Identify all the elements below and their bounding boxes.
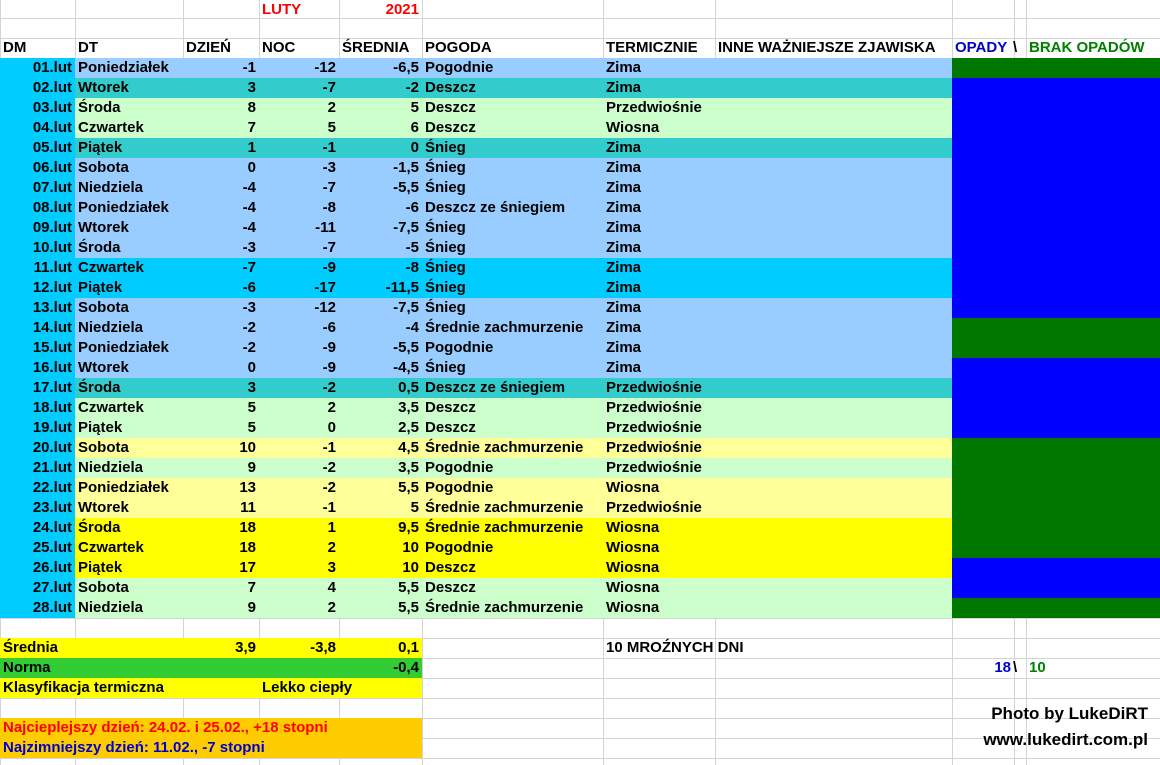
thermal-season: Wiosna <box>606 539 660 556</box>
grid-line-horizontal <box>0 18 1160 19</box>
weather: Deszcz <box>425 99 476 116</box>
avg-temp: 6 <box>410 119 419 136</box>
avg-temp: 5,5 <box>398 479 419 496</box>
day-name: Sobota <box>78 439 129 456</box>
night-temp: -12 <box>314 59 336 76</box>
day-temp: 17 <box>239 559 256 576</box>
night-temp: -9 <box>322 339 336 356</box>
precipitation-marker <box>952 198 1160 218</box>
night-temp: -7 <box>322 79 336 96</box>
precipitation-marker <box>952 118 1160 138</box>
day-temp: -2 <box>242 319 256 336</box>
avg-temp: 0,5 <box>398 379 419 396</box>
precipitation-marker <box>952 578 1160 598</box>
avg-temp: 10 <box>402 539 419 556</box>
night-temp: 0 <box>327 419 336 436</box>
avg-temp: 0 <box>410 139 419 156</box>
day-name: Niedziela <box>78 319 144 336</box>
day-date: 15.lut <box>32 339 72 356</box>
weather: Deszcz <box>425 579 476 596</box>
weather: Śnieg <box>425 239 466 256</box>
day-temp: 9 <box>247 459 256 476</box>
day-temp: 18 <box>239 519 256 536</box>
no-precipitation-marker <box>952 478 1160 498</box>
thermal-season: Przedwiośnie <box>606 99 702 116</box>
avg-mean-value: 0,1 <box>398 639 419 656</box>
day-temp: 0 <box>247 159 256 176</box>
header-day: DZIEŃ <box>186 39 231 56</box>
day-date: 13.lut <box>32 299 72 316</box>
night-temp: -6 <box>322 319 336 336</box>
day-name: Niedziela <box>78 459 144 476</box>
no-precipitation-marker <box>952 438 1160 458</box>
day-temp: 3 <box>247 379 256 396</box>
weather: Deszcz <box>425 419 476 436</box>
day-temp: 0 <box>247 359 256 376</box>
night-temp: 2 <box>327 599 336 616</box>
avg-temp: -11,5 <box>385 279 419 296</box>
thermal-season: Przedwiośnie <box>606 499 702 516</box>
night-temp: -7 <box>322 239 336 256</box>
thermal-season: Zima <box>606 339 642 356</box>
day-date: 01.lut <box>32 59 72 76</box>
thermal-season: Wiosna <box>606 599 660 616</box>
precipitation-marker <box>952 258 1160 278</box>
day-date: 27.lut <box>32 579 72 596</box>
avg-temp: -1,5 <box>393 159 419 176</box>
thermal-season: Zima <box>606 359 642 376</box>
header-precip: OPADY <box>955 39 1008 56</box>
day-name: Czwartek <box>78 259 144 276</box>
day-temp: 13 <box>239 479 256 496</box>
no-precipitation-marker <box>952 518 1160 538</box>
avg-temp: 4,5 <box>398 439 419 456</box>
day-date: 12.lut <box>32 279 72 296</box>
thermal-season: Zima <box>606 299 642 316</box>
precipitation-marker <box>952 78 1160 98</box>
weather: Pogodnie <box>425 59 494 76</box>
grid-line-horizontal <box>0 758 1160 759</box>
norm-value: -0,4 <box>393 659 419 676</box>
day-name: Sobota <box>78 299 129 316</box>
day-date: 22.lut <box>32 479 72 496</box>
warmest-day: Najcieplejszy dzień: 24.02. i 25.02., +18 stopni <box>3 719 328 736</box>
day-temp: 5 <box>247 399 256 416</box>
avg-temp: 3,5 <box>398 459 419 476</box>
day-date: 02.lut <box>32 79 72 96</box>
header-separator: \ <box>1013 39 1018 56</box>
precipitation-marker <box>952 378 1160 398</box>
no-precipitation-marker <box>952 58 1160 78</box>
day-temp: 18 <box>239 539 256 556</box>
day-name: Środa <box>78 239 121 256</box>
day-name: Czwartek <box>78 399 144 416</box>
header-dt: DT <box>78 39 98 56</box>
avg-day-value: 3,9 <box>235 639 256 656</box>
precipitation-marker <box>952 238 1160 258</box>
day-name: Wtorek <box>78 359 129 376</box>
avg-temp: -2 <box>405 79 419 96</box>
night-temp: -1 <box>322 139 336 156</box>
grid-line-horizontal <box>0 618 1160 619</box>
day-name: Poniedziałek <box>78 339 169 356</box>
header-thermal: TERMICZNIE <box>606 39 698 56</box>
night-temp: 1 <box>327 519 336 536</box>
avg-temp: 5 <box>410 499 419 516</box>
no-precipitation-marker <box>952 598 1160 618</box>
night-temp: -7 <box>322 179 336 196</box>
avg-temp: 5,5 <box>398 599 419 616</box>
thermal-season: Zima <box>606 279 642 296</box>
precipitation-marker <box>952 298 1160 318</box>
weather: Średnie zachmurzenie <box>425 439 584 456</box>
night-temp: -1 <box>322 499 336 516</box>
night-temp: -3 <box>322 159 336 176</box>
no-precipitation-marker <box>952 538 1160 558</box>
night-temp: -1 <box>322 439 336 456</box>
weather: Śnieg <box>425 219 466 236</box>
day-date: 25.lut <box>32 539 72 556</box>
no-precipitation-marker <box>952 318 1160 338</box>
avg-temp: -6,5 <box>393 59 419 76</box>
rain-days-count: 18 <box>994 659 1011 676</box>
coldest-day: Najzimniejszy dzień: 11.02., -7 stopni <box>3 739 265 756</box>
day-name: Wtorek <box>78 79 129 96</box>
avg-temp: 5,5 <box>398 579 419 596</box>
frost-days-label: 10 MROŹNYCH DNI <box>606 639 744 656</box>
no-precipitation-marker <box>952 338 1160 358</box>
count-separator: \ <box>1013 659 1018 676</box>
night-temp: 2 <box>327 399 336 416</box>
night-temp: -8 <box>322 199 336 216</box>
day-date: 18.lut <box>32 399 72 416</box>
day-date: 23.lut <box>32 499 72 516</box>
day-date: 06.lut <box>32 159 72 176</box>
avg-temp: -7,5 <box>393 219 419 236</box>
day-date: 08.lut <box>32 199 72 216</box>
day-temp: 11 <box>240 499 256 516</box>
day-date: 07.lut <box>32 179 72 196</box>
day-temp: 10 <box>239 439 256 456</box>
precipitation-marker <box>952 398 1160 418</box>
precipitation-marker <box>952 218 1160 238</box>
precipitation-marker <box>952 558 1160 578</box>
weather: Deszcz ze śniegiem <box>425 199 566 216</box>
avg-temp: -7,5 <box>393 299 419 316</box>
precipitation-marker <box>952 278 1160 298</box>
night-temp: -9 <box>322 359 336 376</box>
day-name: Piątek <box>78 559 123 576</box>
day-temp: -4 <box>242 199 256 216</box>
day-date: 28.lut <box>32 599 72 616</box>
day-date: 21.lut <box>32 459 72 476</box>
avg-temp: 2,5 <box>398 419 419 436</box>
night-temp: 3 <box>327 559 336 576</box>
day-date: 14.lut <box>32 319 72 336</box>
header-no-precip: BRAK OPADÓW <box>1029 39 1145 56</box>
weather: Śnieg <box>425 359 466 376</box>
weather: Deszcz <box>425 119 476 136</box>
night-temp: 2 <box>327 99 336 116</box>
night-temp: 5 <box>327 119 336 136</box>
dry-days-count: 10 <box>1029 659 1046 676</box>
precipitation-marker <box>952 418 1160 438</box>
avg-temp: -5,5 <box>393 179 419 196</box>
photo-credit: Photo by LukeDiRT <box>991 704 1148 723</box>
day-temp: -4 <box>242 179 256 196</box>
class-label: Klasyfikacja termiczna <box>3 679 164 696</box>
class-value: Lekko ciepły <box>262 679 353 696</box>
day-name: Piątek <box>78 139 123 156</box>
day-temp: 7 <box>247 579 256 596</box>
night-temp: -2 <box>322 479 336 496</box>
day-name: Poniedziałek <box>78 59 169 76</box>
thermal-season: Wiosna <box>606 479 660 496</box>
day-name: Środa <box>78 379 121 396</box>
day-name: Piątek <box>78 279 123 296</box>
avg-temp: 9,5 <box>398 519 419 536</box>
avg-temp: -4,5 <box>393 359 419 376</box>
day-name: Niedziela <box>78 599 144 616</box>
avg-temp: -6 <box>405 199 419 216</box>
day-name: Poniedziałek <box>78 199 169 216</box>
year-title: 2021 <box>385 1 419 18</box>
website-credit: www.lukedirt.com.pl <box>983 730 1148 749</box>
precipitation-marker <box>952 138 1160 158</box>
thermal-season: Zima <box>606 319 642 336</box>
avg-temp: -5 <box>405 239 419 256</box>
header-night: NOC <box>262 39 296 56</box>
day-name: Środa <box>78 519 121 536</box>
weather: Średnie zachmurzenie <box>425 319 584 336</box>
weather: Deszcz <box>425 559 476 576</box>
day-temp: 7 <box>247 119 256 136</box>
norm-label: Norma <box>3 659 51 676</box>
thermal-season: Zima <box>606 79 642 96</box>
weather: Pogodnie <box>425 539 494 556</box>
day-temp: -3 <box>242 299 256 316</box>
day-date: 04.lut <box>32 119 72 136</box>
day-date: 09.lut <box>32 219 72 236</box>
no-precipitation-marker <box>952 458 1160 478</box>
grid-line-horizontal <box>0 698 1160 699</box>
avg-night-value: -3,8 <box>310 639 336 656</box>
thermal-season: Przedwiośnie <box>606 439 702 456</box>
day-temp: -6 <box>242 279 256 296</box>
weather: Pogodnie <box>425 459 494 476</box>
header-dm: DM <box>3 39 27 56</box>
thermal-season: Przedwiośnie <box>606 379 702 396</box>
thermal-season: Wiosna <box>606 579 660 596</box>
weather: Deszcz <box>425 79 476 96</box>
precipitation-marker <box>952 358 1160 378</box>
thermal-season: Przedwiośnie <box>606 399 702 416</box>
avg-temp: 5 <box>410 99 419 116</box>
thermal-season: Wiosna <box>606 559 660 576</box>
night-temp: -17 <box>314 279 336 296</box>
precipitation-marker <box>952 158 1160 178</box>
weather: Śnieg <box>425 299 466 316</box>
weather: Deszcz ze śniegiem <box>425 379 566 396</box>
day-name: Niedziela <box>78 179 144 196</box>
thermal-season: Zima <box>606 239 642 256</box>
night-temp: -2 <box>322 459 336 476</box>
day-name: Sobota <box>78 579 129 596</box>
day-temp: 5 <box>247 419 256 436</box>
day-name: Wtorek <box>78 499 129 516</box>
day-date: 20.lut <box>32 439 72 456</box>
thermal-season: Zima <box>606 159 642 176</box>
weather: Pogodnie <box>425 339 494 356</box>
day-name: Poniedziałek <box>78 479 169 496</box>
day-date: 10.lut <box>32 239 72 256</box>
day-name: Piątek <box>78 419 123 436</box>
day-name: Sobota <box>78 159 129 176</box>
no-precipitation-marker <box>952 498 1160 518</box>
precipitation-marker <box>952 98 1160 118</box>
thermal-season: Przedwiośnie <box>606 419 702 436</box>
precipitation-marker <box>952 178 1160 198</box>
avg-temp: -5,5 <box>393 339 419 356</box>
weather: Śnieg <box>425 279 466 296</box>
night-temp: -11 <box>315 219 336 236</box>
day-date: 11.lut <box>33 259 72 276</box>
night-temp: -9 <box>322 259 336 276</box>
day-temp: 1 <box>247 139 256 156</box>
thermal-season: Zima <box>606 59 642 76</box>
day-temp: 8 <box>247 99 256 116</box>
day-date: 26.lut <box>32 559 72 576</box>
thermal-season: Zima <box>606 219 642 236</box>
day-name: Środa <box>78 99 121 116</box>
day-date: 03.lut <box>32 99 72 116</box>
weather: Śnieg <box>425 179 466 196</box>
thermal-season: Wiosna <box>606 119 660 136</box>
night-temp: 2 <box>327 539 336 556</box>
thermal-season: Przedwiośnie <box>606 459 702 476</box>
day-temp: 9 <box>247 599 256 616</box>
weather: Pogodnie <box>425 479 494 496</box>
avg-temp: -8 <box>405 259 419 276</box>
night-temp: 4 <box>327 579 336 596</box>
weather: Średnie zachmurzenie <box>425 599 584 616</box>
day-temp: -1 <box>242 59 256 76</box>
day-name: Czwartek <box>78 119 144 136</box>
day-temp: -2 <box>242 339 256 356</box>
thermal-season: Zima <box>606 259 642 276</box>
weather: Deszcz <box>425 399 476 416</box>
night-temp: -12 <box>314 299 336 316</box>
day-date: 05.lut <box>32 139 72 156</box>
day-date: 24.lut <box>32 519 72 536</box>
day-date: 19.lut <box>32 419 72 436</box>
weather: Średnie zachmurzenie <box>425 499 584 516</box>
month-title: LUTY <box>262 1 302 18</box>
thermal-season: Zima <box>606 199 642 216</box>
header-avg: ŚREDNIA <box>342 39 410 56</box>
day-date: 17.lut <box>32 379 72 396</box>
day-temp: -4 <box>242 219 256 236</box>
day-temp: -7 <box>242 259 256 276</box>
avg-temp: -4 <box>405 319 419 336</box>
weather: Śnieg <box>425 259 466 276</box>
avg-temp: 3,5 <box>398 399 419 416</box>
weather: Średnie zachmurzenie <box>425 519 584 536</box>
header-phenomena: INNE WAŻNIEJSZE ZJAWISKA <box>718 39 936 56</box>
day-temp: 3 <box>247 79 256 96</box>
day-temp: -3 <box>242 239 256 256</box>
thermal-season: Wiosna <box>606 519 660 536</box>
avg-temp: 10 <box>402 559 419 576</box>
thermal-season: Zima <box>606 139 642 156</box>
day-name: Wtorek <box>78 219 129 236</box>
avg-label: Średnia <box>3 639 59 656</box>
weather: Śnieg <box>425 139 466 156</box>
header-weather: POGODA <box>425 39 492 56</box>
night-temp: -2 <box>322 379 336 396</box>
day-date: 16.lut <box>32 359 72 376</box>
day-name: Czwartek <box>78 539 144 556</box>
thermal-season: Zima <box>606 179 642 196</box>
weather: Śnieg <box>425 159 466 176</box>
